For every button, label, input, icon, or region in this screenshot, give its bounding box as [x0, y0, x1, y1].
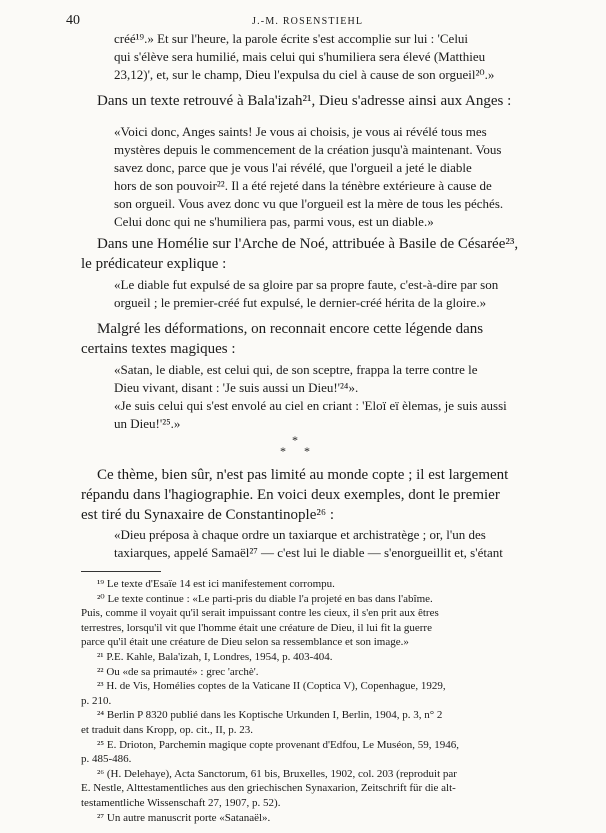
text-line: créé¹⁹.» Et sur l'heure, la parole écrite s'est accomplie sur lui : 'Celui	[114, 31, 469, 46]
text-line: un Dieu!'²⁵.»	[114, 416, 181, 431]
text-line: le prédicateur explique :	[81, 256, 227, 272]
footnote-rule	[81, 571, 161, 572]
paragraph	[81, 234, 518, 274]
text-line: Dieu vivant, disant : 'Je suis aussi un Dieu!'²⁴».	[114, 380, 359, 395]
text-line: hors de son pouvoir²². Il a été rejeté dans la ténèbre extérieure à cause de	[114, 178, 492, 193]
paragraph	[81, 91, 511, 111]
text-line: taxiarques, appelé Samaël²⁷ — c'est lui le diable — s'enorgueillit et, s'étant	[114, 545, 503, 560]
page-number: 40	[66, 13, 80, 28]
footnote-line: ¹⁹ Le texte d'Esaïe 14 est ici manifestement corrompu.	[97, 578, 335, 590]
paragraph	[81, 465, 508, 525]
footnote-line: terrestres, lorsqu'il vit que l'homme était une créature de Dieu, il lui fit la guerre	[81, 621, 432, 634]
text-line: Celui donc qui ne s'humiliera pas, parmi vous, est un diable.»	[114, 214, 434, 229]
footnote-line: parce qu'il était une créature de Dieu selon sa ressemblance et son image.»	[81, 636, 409, 649]
star-glyph: *	[280, 444, 286, 458]
running-head: J.-M. ROSENSTIEHL	[252, 16, 364, 27]
footnote-line: p. 485-486.	[81, 753, 132, 766]
quote-continuation	[114, 30, 494, 84]
footnote-line: ²³ H. de Vis, Homélies coptes de la Vaticane II (Coptica V), Copenhague, 1929,	[97, 680, 446, 693]
text-line: son orgueil. Vous avez donc vu que l'orgueil est la mère de tous les péchés.	[114, 196, 504, 211]
text-line: 23,12)', et, sur le champ, Dieu l'expulsa du ciel à cause de son orgueil²⁰.»	[114, 67, 495, 82]
footnote-line: ²¹ P.E. Kahle, Bala'izah, I, Londres, 1954, p. 403-404.	[97, 650, 333, 663]
text-line: «Voici donc, Anges saints! Je vous ai choisis, je vous ai révélé tous mes	[114, 124, 487, 139]
footnote-line: et traduit dans Kropp, op. cit., II, p. 23.	[81, 723, 253, 736]
text-line: mystères depuis le commencement de la création jusqu'à maintenant. Vous	[114, 142, 502, 157]
block-quote	[114, 123, 503, 231]
text-line: Malgré les déformations, on reconnait encore cette légende dans	[97, 321, 484, 337]
star-glyph: *	[304, 444, 310, 458]
footnote-line: ²⁵ E. Drioton, Parchemin magique copte provenant d'Edfou, Le Muséon, 59, 1946,	[97, 738, 459, 751]
footnotes	[81, 577, 459, 825]
footnote-line: ²⁴ Berlin P 8320 publié dans les Koptische Urkunden I, Berlin, 1904, p. 3, n° 2	[97, 709, 443, 722]
text-line: «Satan, le diable, est celui qui, de son sceptre, frappa la terre contre le	[114, 362, 478, 377]
section-separator	[272, 433, 322, 463]
text-line: est tiré du Synaxaire de Constantinople²⁶ :	[81, 507, 335, 523]
text-line: Dans une Homélie sur l'Arche de Noé, attribuée à Basile de Césarée²³,	[97, 236, 519, 252]
footnote-line: p. 210.	[81, 694, 112, 707]
text-line: qui s'élève sera humilié, mais celui qui s'humiliera sera élevé (Matthieu	[114, 49, 486, 64]
text-line: savez donc, parce que je vous l'ai révélé, que l'orgueil a jeté le diable	[114, 160, 472, 175]
text-line: «Le diable fut expulsé de sa gloire par sa propre faute, c'est-à-dire par son	[114, 277, 499, 292]
text-line: «Dieu préposa à chaque ordre un taxiarque et archistratège ; or, l'un des	[114, 527, 486, 542]
footnote-line: ²² Ou «de sa primauté» : grec 'archè'.	[97, 665, 259, 678]
text-line: «Je suis celui qui s'est envolé au ciel en criant : 'Eloï eï èlemas, je suis aussi	[114, 398, 507, 413]
footnote-line: testamentliche Wissenschaft 27, 1907, p. 52).	[81, 796, 281, 809]
footnote-line: ²⁰ Le texte continue : «Le parti-pris du diable l'a projeté en bas dans l'abîme.	[97, 592, 433, 605]
paragraph	[81, 319, 483, 359]
text-line: certains textes magiques :	[81, 341, 236, 357]
text-line: répandu dans l'hagiographie. En voici deux exemples, dont le premier	[81, 487, 500, 503]
star-glyph: *	[292, 433, 298, 447]
footnote-line: Puis, comme il voyait qu'il serait impuissant contre les cieux, il s'en prit aux êtres	[81, 607, 439, 620]
footnote-line: ²⁷ Un autre manuscrit porte «Satanaël».	[97, 811, 271, 824]
text-line: orgueil ; le premier-créé fut expulsé, le dernier-créé hérita de la gloire.»	[114, 295, 487, 310]
text-line: Ce thème, bien sûr, n'est pas limité au monde copte ; il est largement	[97, 467, 509, 483]
block-quote	[114, 361, 507, 433]
block-quote	[114, 276, 498, 312]
footnote-line: E. Nestle, Alttestamentliches aus den griechischen Synaxarion, Zeitschrift für die alt-	[81, 782, 456, 795]
footnote-line: ²⁶ (H. Delehaye), Acta Sanctorum, 61 bis, Bruxelles, 1902, col. 203 (reproduit par	[97, 767, 457, 780]
block-quote	[114, 526, 503, 562]
text-line: Dans un texte retrouvé à Bala'izah²¹, Dieu s'adresse ainsi aux Anges :	[97, 93, 512, 109]
